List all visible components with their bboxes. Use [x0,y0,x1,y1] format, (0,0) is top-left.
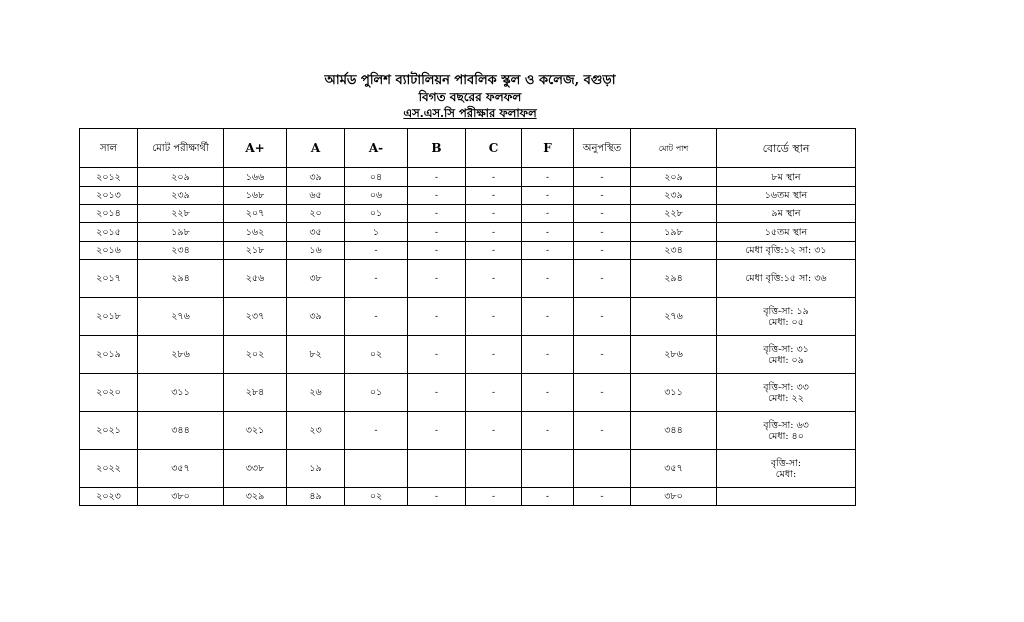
b-cell: - [408,205,466,223]
board-position-line: বৃত্তি-সা: ১৯ [763,305,809,317]
b-cell [408,450,466,488]
a-cell: ৬৫ [287,187,345,205]
pass-cell: ২৩৯ [631,187,717,205]
aplus-cell: ৩২১ [224,412,287,450]
c-cell: - [466,242,522,260]
pass-cell: ৩৫৭ [631,450,717,488]
total-cell: ২৭৬ [138,298,224,336]
total-cell: ১৯৮ [138,223,224,242]
aplus-cell: ৩৩৮ [224,450,287,488]
total-cell: ২৮৬ [138,336,224,374]
b-cell: - [408,168,466,187]
board-position-line: মেধা: ০৫ [768,316,804,328]
a-cell: ২৬ [287,374,345,412]
board-position-line: বৃত্তি-সা: [770,457,802,469]
table-row [80,187,856,205]
aplus-cell: ১৬২ [224,223,287,242]
aminus-cell: - [345,412,408,450]
year-cell: ২০১৭ [80,260,138,298]
total-cell: ২২৮ [138,205,224,223]
aminus-cell: ১ [345,223,408,242]
table-row [80,298,856,336]
a-cell: ৩৮ [287,260,345,298]
col-header-aplus: A+ [224,129,287,168]
absent-cell: - [574,336,631,374]
absent-cell: - [574,260,631,298]
col-header-c: C [466,129,522,168]
year-cell: ২০১৪ [80,205,138,223]
f-cell: - [522,223,574,242]
a-cell: ৪৯ [287,488,345,506]
board-position-cell [717,205,856,223]
aminus-cell: - [345,298,408,336]
pass-cell: ৩১১ [631,374,717,412]
f-cell: - [522,336,574,374]
total-cell: ২৩৯ [138,187,224,205]
f-cell: - [522,168,574,187]
a-cell: ৩৯ [287,298,345,336]
col-header-b: B [408,129,466,168]
pass-cell: ২৭৬ [631,298,717,336]
table-row [80,374,856,412]
year-cell: ২০২৩ [80,488,138,506]
col-header-total: মোট পরীক্ষার্থী [138,129,224,168]
pass-cell: ৩৪৪ [631,412,717,450]
aminus-cell [345,450,408,488]
aplus-cell: ২৫৬ [224,260,287,298]
f-cell: - [522,205,574,223]
board-position-line: বৃত্তি-সা: ৩৩ [763,381,809,393]
table-row [80,260,856,298]
board-position-cell [717,374,856,412]
board-position-line: বৃত্তি-সা: ৬৩ [763,419,809,431]
table-row [80,336,856,374]
aplus-cell: ১৬৬ [224,168,287,187]
c-cell [466,450,522,488]
board-position-line: ৮ম স্থান [771,171,801,183]
absent-cell: - [574,223,631,242]
total-cell: ৩৫৭ [138,450,224,488]
f-cell: - [522,298,574,336]
board-position-cell [717,412,856,450]
b-cell: - [408,260,466,298]
absent-cell [574,450,631,488]
absent-cell: - [574,205,631,223]
absent-cell: - [574,298,631,336]
board-position-cell [717,242,856,260]
school-title: আর্মড পুলিশ ব্যাটালিয়ন পাবলিক স্কুল ও কলেজ, বগুড়া [324,73,616,88]
col-header-absent: অনুপস্থিত [574,129,631,168]
absent-cell: - [574,187,631,205]
aplus-cell: ২০২ [224,336,287,374]
year-cell: ২০১৩ [80,187,138,205]
board-position-line: মেধা বৃত্তি:১২ সা: ৩১ [745,245,827,256]
table-row [80,205,856,223]
a-cell: ৮২ [287,336,345,374]
aplus-cell: ১৬৮ [224,187,287,205]
b-cell: - [408,488,466,506]
year-cell: ২০২১ [80,412,138,450]
aplus-cell: ২১৮ [224,242,287,260]
b-cell: - [408,242,466,260]
board-position-cell [717,187,856,205]
aminus-cell: ০১ [345,374,408,412]
f-cell [522,450,574,488]
total-cell: ৩৪৪ [138,412,224,450]
table-row [80,223,856,242]
table-row [80,488,856,506]
total-cell: ২৯৪ [138,260,224,298]
f-cell: - [522,374,574,412]
b-cell: - [408,374,466,412]
exam-title: এস.এস.সি পরীক্ষার ফলাফল [403,106,537,120]
results-table [79,128,856,506]
document-header [0,72,940,121]
board-position-cell [717,260,856,298]
f-cell: - [522,412,574,450]
f-cell: - [522,187,574,205]
f-cell: - [522,260,574,298]
aminus-cell: ০১ [345,205,408,223]
b-cell: - [408,223,466,242]
year-cell: ২০১৬ [80,242,138,260]
c-cell: - [466,260,522,298]
pass-cell: ৩৮০ [631,488,717,506]
b-cell: - [408,298,466,336]
board-position-cell [717,336,856,374]
year-cell: ২০১২ [80,168,138,187]
board-position-line: মেধা: ৪০ [768,430,804,442]
c-cell: - [466,168,522,187]
header-row [80,129,856,168]
pass-cell: ২৮৬ [631,336,717,374]
pass-cell: ২৩৪ [631,242,717,260]
aplus-cell: ২৩৭ [224,298,287,336]
a-cell: ১৬ [287,242,345,260]
year-cell: ২০১৯ [80,336,138,374]
absent-cell: - [574,488,631,506]
col-header-pass: মোট পাশ [631,129,717,168]
board-position-line: মেধা: [775,468,797,480]
year-cell: ২০১৫ [80,223,138,242]
table-row [80,412,856,450]
pass-cell: ২৯৪ [631,260,717,298]
table-row [80,450,856,488]
c-cell: - [466,336,522,374]
pass-cell: ২০৯ [631,168,717,187]
c-cell: - [466,187,522,205]
a-cell: ২০ [287,205,345,223]
col-header-year: সাল [80,129,138,168]
board-position-cell [717,450,856,488]
pass-cell: ২২৮ [631,205,717,223]
board-position-line: মেধা বৃত্তি:১৫ সা: ৩৬ [745,273,827,284]
c-cell: - [466,412,522,450]
aminus-cell: - [345,242,408,260]
aminus-cell: - [345,260,408,298]
total-cell: ২০৯ [138,168,224,187]
aminus-cell: ০২ [345,488,408,506]
board-position-cell [717,223,856,242]
aminus-cell: ০৪ [345,168,408,187]
col-header-a: A [287,129,345,168]
absent-cell: - [574,374,631,412]
board-position-line: মেধা: ০৯ [768,354,804,366]
a-cell: ১৯ [287,450,345,488]
total-cell: ২৩৪ [138,242,224,260]
results-subtitle: বিগত বছরের ফলফল [418,90,522,104]
f-cell: - [522,242,574,260]
b-cell: - [408,187,466,205]
year-cell: ২০২০ [80,374,138,412]
b-cell: - [408,336,466,374]
absent-cell: - [574,412,631,450]
a-cell: ৩৯ [287,168,345,187]
c-cell: - [466,223,522,242]
c-cell: - [466,205,522,223]
aminus-cell: ০৬ [345,187,408,205]
total-cell: ৩১১ [138,374,224,412]
board-position-cell [717,298,856,336]
a-cell: ৩৫ [287,223,345,242]
board-position-cell [717,488,856,506]
board-position-cell [717,168,856,187]
board-position-line: ১৬তম স্থান [764,190,808,201]
aplus-cell: ২৮৪ [224,374,287,412]
aplus-cell: ৩২৯ [224,488,287,506]
board-position-line: ৯ম স্থান [771,208,801,219]
a-cell: ২৩ [287,412,345,450]
aminus-cell: ০২ [345,336,408,374]
col-header-board: বোর্ডে স্থান [717,129,856,168]
f-cell: - [522,488,574,506]
aplus-cell: ২০৭ [224,205,287,223]
col-header-aminus: A- [345,129,408,168]
year-cell: ২০১৮ [80,298,138,336]
board-position-line: মেধা: ২২ [768,392,804,404]
board-position-line: ১৫তম স্থান [764,226,808,238]
absent-cell: - [574,168,631,187]
table-body [80,168,856,506]
table-row [80,242,856,260]
absent-cell: - [574,242,631,260]
year-cell: ২০২২ [80,450,138,488]
b-cell: - [408,412,466,450]
col-header-f: F [522,129,574,168]
c-cell: - [466,488,522,506]
c-cell: - [466,374,522,412]
table-row [80,168,856,187]
pass-cell: ১৯৮ [631,223,717,242]
total-cell: ৩৮০ [138,488,224,506]
board-position-line: বৃত্তি-সা: ৩১ [763,343,809,355]
c-cell: - [466,298,522,336]
